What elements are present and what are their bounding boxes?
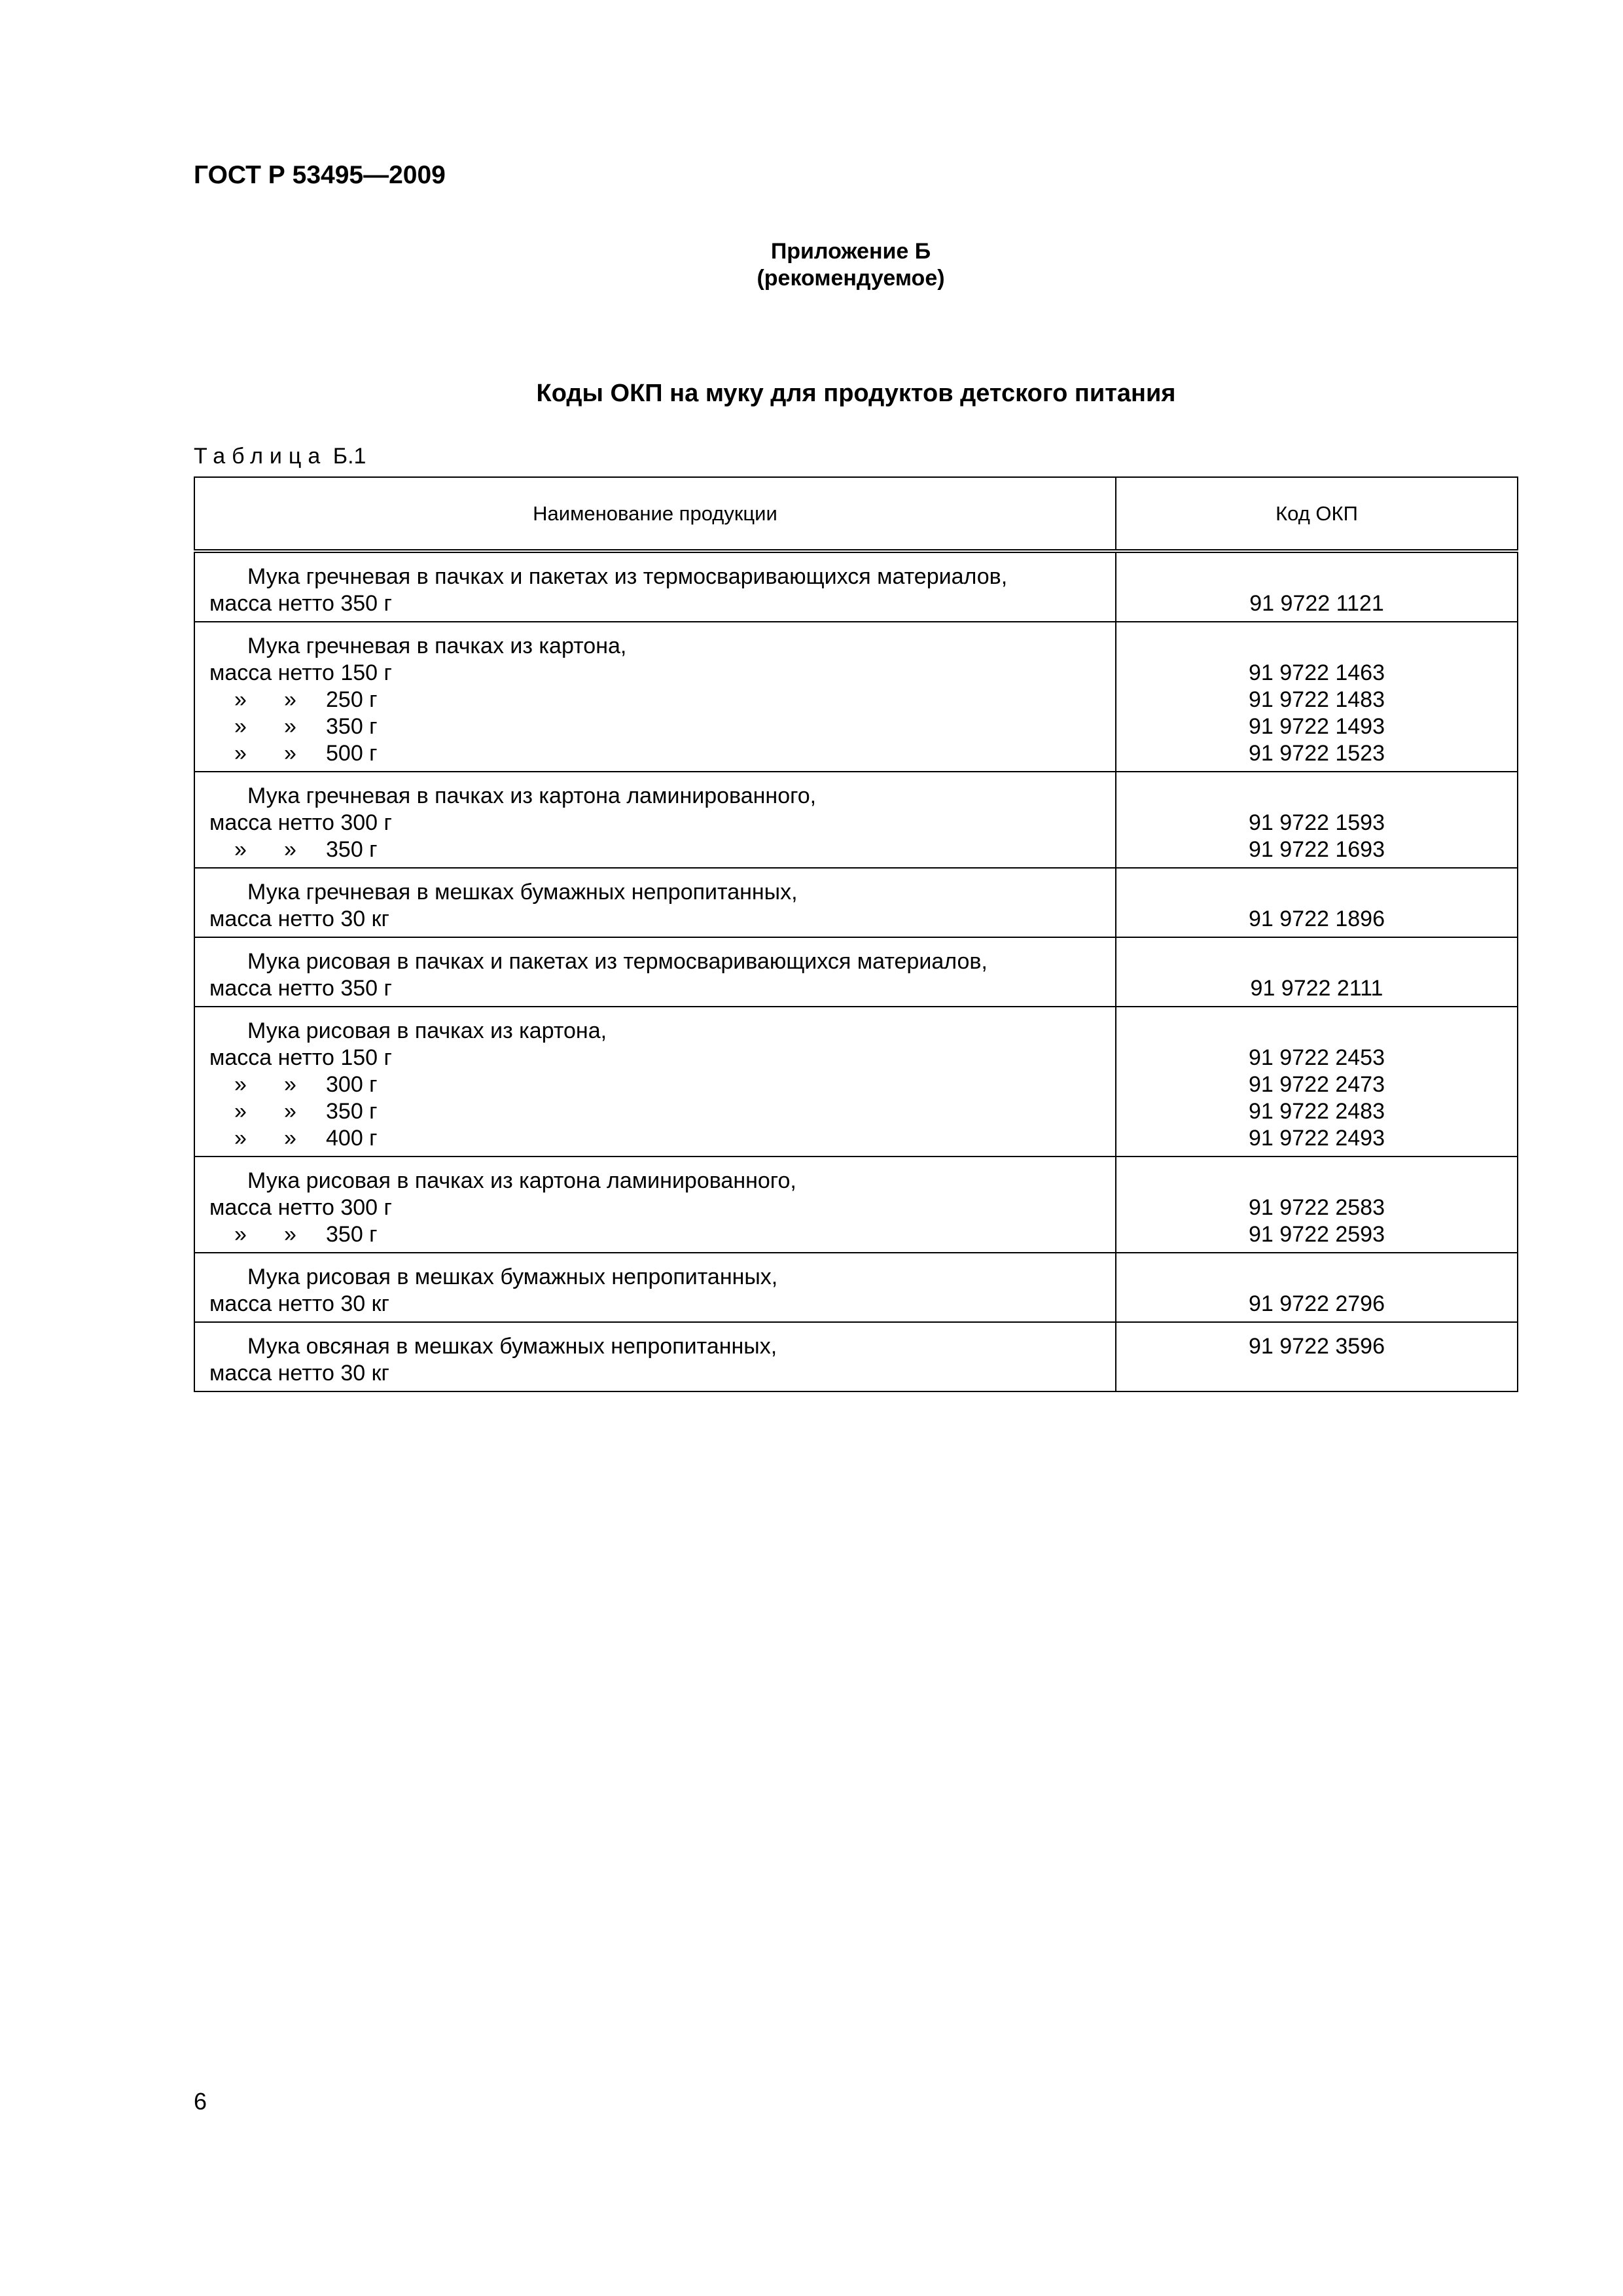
okp-code: 91 9722 1593 [1249, 810, 1385, 835]
table-row [194, 868, 1518, 937]
ditto-mark: » [284, 1222, 296, 1247]
product-name-cell [194, 1007, 1116, 1157]
okp-code-cell [1116, 622, 1518, 772]
table-row [194, 1253, 1518, 1322]
table-row [194, 937, 1518, 1007]
table-caption [194, 444, 366, 469]
ditto-mark: » [234, 741, 247, 766]
section-title: Коды ОКП на муку для продуктов детского питания [536, 380, 1176, 407]
okp-code-cell [1116, 1253, 1518, 1322]
product-mass-line: масса нетто 30 кг [209, 1291, 389, 1316]
table-header-row [194, 477, 1518, 551]
ditto-mark: » [234, 837, 247, 862]
document-code: ГОСТ Р 53495—2009 [194, 161, 446, 189]
product-title: Мука рисовая в пачках из картона ламинированного, [247, 1168, 796, 1193]
product-title: Мука рисовая в мешках бумажных непропитанных, [247, 1265, 778, 1289]
ditto-mark: » [234, 1126, 247, 1151]
table-row [194, 622, 1518, 772]
okp-code-cell [1116, 551, 1518, 622]
table-caption-word: Таблица [194, 444, 327, 469]
product-name-cell [194, 551, 1116, 622]
appendix-title: Приложение Б [770, 239, 931, 264]
product-name-cell [194, 622, 1116, 772]
product-mass-line: масса нетто 350 г [209, 976, 392, 1001]
product-mass-line: масса нетто 300 г [209, 810, 392, 835]
okp-code: 91 9722 2453 [1249, 1045, 1385, 1070]
product-ditto-line [209, 836, 1115, 863]
ditto-mark: » [284, 1072, 296, 1097]
okp-code: 91 9722 2583 [1249, 1195, 1385, 1220]
product-mass-line: масса нетто 30 кг [209, 906, 389, 931]
product-title: Мука овсяная в мешках бумажных непропитанных, [247, 1334, 777, 1359]
ditto-value: 250 г [326, 687, 378, 712]
product-ditto-line [209, 1071, 1115, 1098]
product-mass-line: масса нетто 30 кг [209, 1361, 389, 1386]
product-title: Мука гречневая в пачках из картона, [247, 634, 627, 658]
okp-code: 91 9722 2493 [1249, 1126, 1385, 1151]
ditto-value: 400 г [326, 1126, 378, 1151]
product-mass-line: масса нетто 150 г [209, 660, 392, 685]
product-title: Мука рисовая в пачках из картона, [247, 1018, 607, 1043]
okp-code-cell [1116, 1007, 1518, 1157]
product-name-cell [194, 868, 1116, 937]
product-name-cell [194, 1322, 1116, 1391]
ditto-value: 350 г [326, 1099, 378, 1124]
table-row [194, 772, 1518, 868]
product-name-cell [194, 1157, 1116, 1253]
ditto-value: 500 г [326, 741, 378, 766]
ditto-mark: » [284, 741, 296, 766]
okp-code: 91 9722 1693 [1249, 837, 1385, 862]
ditto-mark: » [234, 687, 247, 712]
okp-code-cell [1116, 868, 1518, 937]
okp-code: 91 9722 1896 [1249, 906, 1385, 931]
product-mass-line: масса нетто 300 г [209, 1195, 392, 1220]
product-title: Мука рисовая в пачках и пакетах из термосваривающихся материалов, [247, 949, 988, 974]
column-header-product: Наименование продукции [194, 477, 1116, 551]
table-body [194, 551, 1518, 1391]
product-name-cell [194, 772, 1116, 868]
ditto-value: 350 г [326, 837, 378, 862]
product-mass-line: масса нетто 150 г [209, 1045, 392, 1070]
okp-code: 91 9722 2483 [1249, 1099, 1385, 1124]
okp-code-cell [1116, 1157, 1518, 1253]
okp-code: 91 9722 1121 [1249, 591, 1384, 616]
product-title: Мука гречневая в пачках и пакетах из термосваривающихся материалов, [247, 564, 1008, 589]
okp-code: 91 9722 2593 [1249, 1222, 1385, 1247]
okp-code: 91 9722 3596 [1249, 1334, 1385, 1359]
product-ditto-line [209, 1221, 1115, 1248]
product-title: Мука гречневая в мешках бумажных непропитанных, [247, 880, 798, 905]
okp-code: 91 9722 1483 [1249, 687, 1385, 712]
okp-code: 91 9722 2473 [1249, 1072, 1385, 1097]
table-row [194, 551, 1518, 622]
product-ditto-line [209, 687, 1115, 713]
ditto-mark: » [284, 714, 296, 739]
okp-code-cell [1116, 772, 1518, 868]
product-ditto-line [209, 1125, 1115, 1152]
okp-code: 91 9722 1523 [1249, 741, 1385, 766]
table-caption-number: Б.1 [332, 444, 366, 469]
okp-code-cell [1116, 1322, 1518, 1391]
okp-code-cell [1116, 937, 1518, 1007]
ditto-mark: » [234, 714, 247, 739]
okp-codes-table [194, 476, 1518, 1392]
okp-code: 91 9722 1463 [1249, 660, 1385, 685]
product-name-cell [194, 1253, 1116, 1322]
ditto-mark: » [284, 1099, 296, 1124]
table-row [194, 1322, 1518, 1391]
product-ditto-line [209, 1098, 1115, 1125]
ditto-value: 350 г [326, 1222, 378, 1247]
column-header-code: Код ОКП [1116, 477, 1518, 551]
ditto-mark: » [234, 1099, 247, 1124]
ditto-value: 350 г [326, 714, 378, 739]
table-row [194, 1007, 1518, 1157]
ditto-mark: » [234, 1222, 247, 1247]
page-number: 6 [194, 2088, 207, 2115]
appendix-status: (рекомендуемое) [757, 266, 945, 291]
product-mass-line: масса нетто 350 г [209, 591, 392, 616]
product-name-cell [194, 937, 1116, 1007]
ditto-mark: » [284, 687, 296, 712]
ditto-mark: » [284, 1126, 296, 1151]
ditto-mark: » [284, 837, 296, 862]
ditto-mark: » [234, 1072, 247, 1097]
product-ditto-line [209, 713, 1115, 740]
okp-code: 91 9722 2111 [1250, 976, 1383, 1001]
okp-code: 91 9722 2796 [1249, 1291, 1385, 1316]
table-row [194, 1157, 1518, 1253]
product-title: Мука гречневая в пачках из картона ламинированного, [247, 783, 817, 808]
okp-code: 91 9722 1493 [1249, 714, 1385, 739]
product-ditto-line [209, 740, 1115, 767]
ditto-value: 300 г [326, 1072, 378, 1097]
